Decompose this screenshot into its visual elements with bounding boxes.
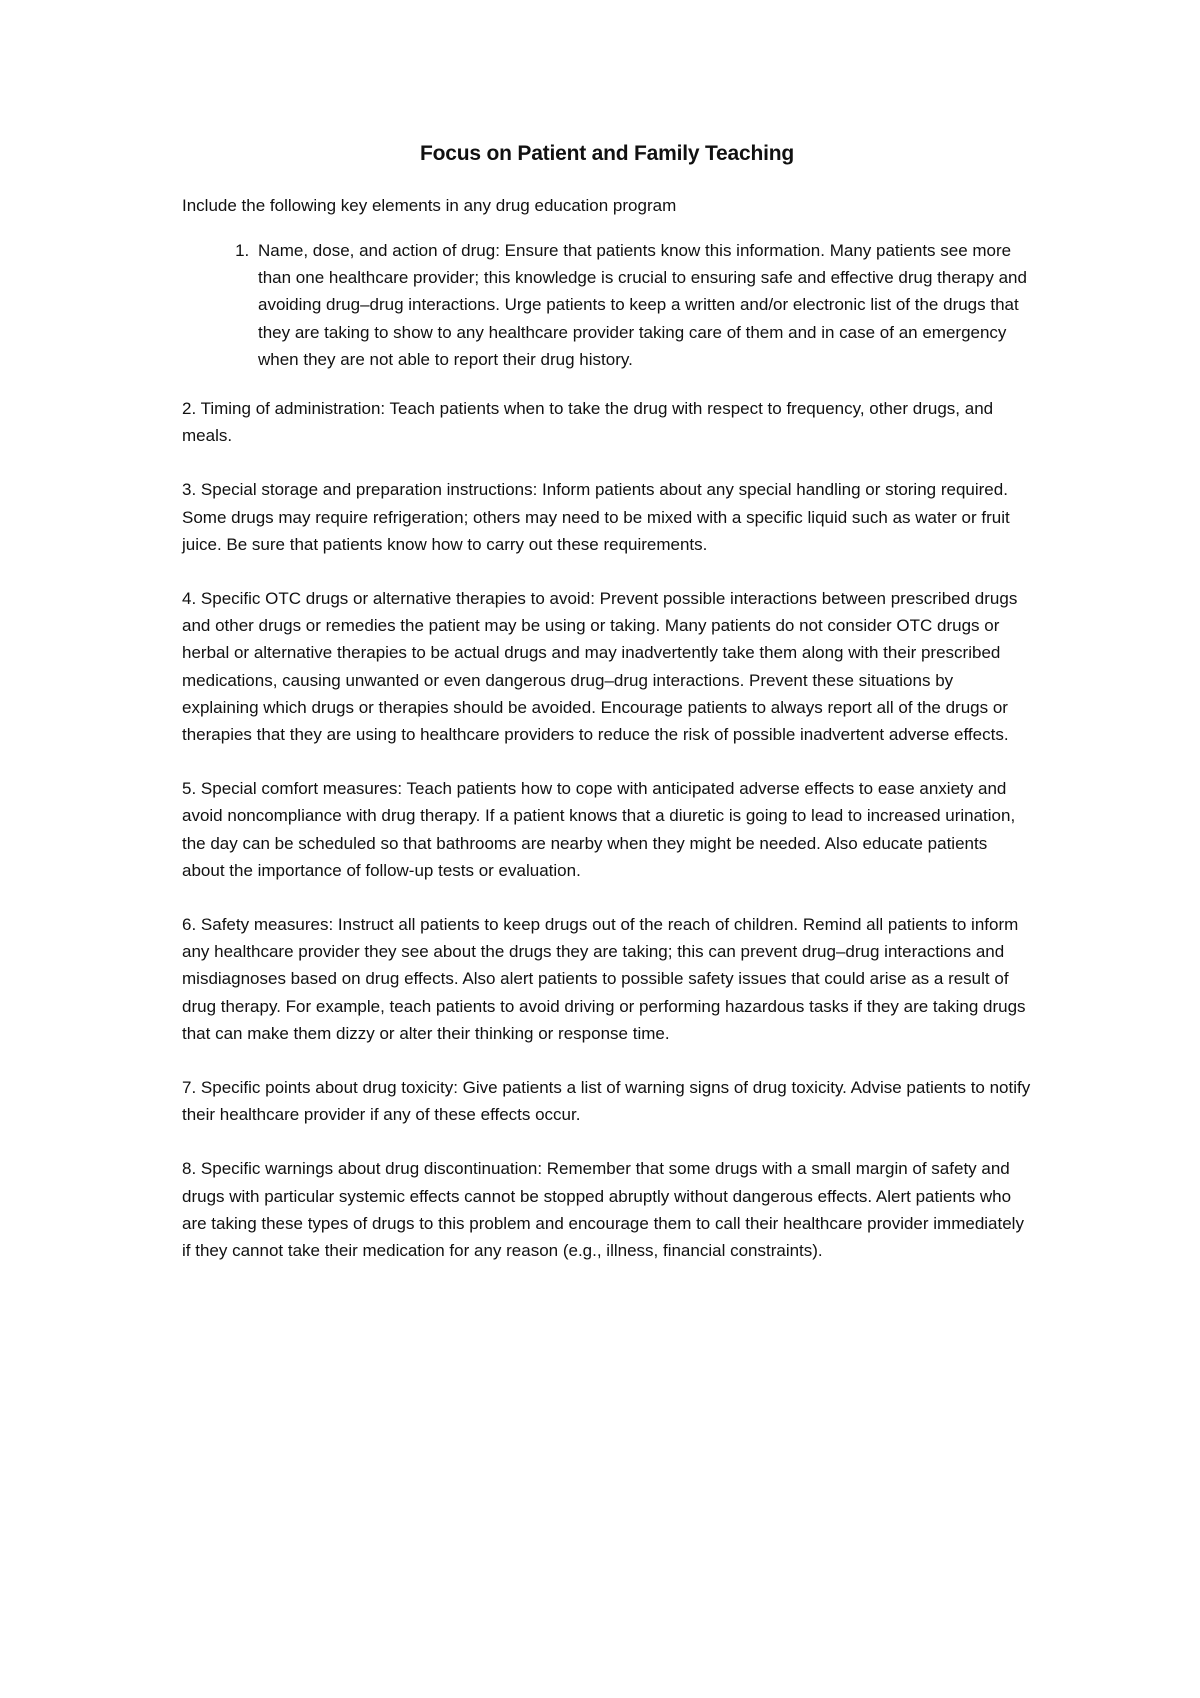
paragraph-storage: 3. Special storage and preparation instructions: Inform patients about any special handling or storing required. Some drugs may require refrigeration; others may need to be mixed with a specific liquid such as water or fruit juice. Be sure that patients know how to carry out these requirements. <box>182 480 1010 554</box>
paragraph-comfort: 5. Special comfort measures: Teach patients how to cope with anticipated adverse effects to ease anxiety and avoid noncompliance with drug therapy. If a patient knows that a diuretic is going to lead to increased urination, the day can be scheduled so that bathrooms are nearby when they might be needed. Also educate patients about the importance of follow-up tests or evaluation. <box>182 779 1016 880</box>
paragraph-discontinuation: 8. Specific warnings about drug discontinuation: Remember that some drugs with a small margin of safety and drugs with particular systemic effects cannot be stopped abruptly without dangerous effects. Alert patients who are taking these types of drugs to this problem and encourage them to call their healthcare provider immediately if they cannot take their medication for any reason (e.g., illness, financial constraints). <box>182 1159 1024 1261</box>
paragraph-safety: 6. Safety measures: Instruct all patients to keep drugs out of the reach of children. Remind all patients to inform any healthcare provider they see about the drugs they are taking; this can prevent drug–drug interactions and misdiagnoses based on drug effects. Also alert patients to possible safety issues that could arise as a result of drug therapy. For example, teach patients to avoid driving or performing hazardous tasks if they are taking drugs that can make them dizzy or alter their thinking or response time. <box>182 915 1026 1043</box>
paragraph-otc-drugs: 4. Specific OTC drugs or alternative therapies to avoid: Prevent possible interactions between prescribed drugs and other drugs or remedies the patient may be using or taking. Many patients do not consider OTC drugs or herbal or alternative therapies to be actual drugs and may inadvertently take them along with their prescribed medications, causing unwanted or even dangerous drug–drug interactions. Prevent these situations by explaining which drugs or therapies should be avoided. Encourage patients to always report all of the drugs or therapies that they are using to healthcare providers to reduce the risk of possible inadvertent adverse effects. <box>182 589 1018 745</box>
paragraph-toxicity: 7. Specific points about drug toxicity: Give patients a list of warning signs of drug toxicity. Advise patients to notify their healthcare provider if any of these effects occur. <box>182 1078 1031 1125</box>
document-title: Focus on Patient and Family Teaching <box>420 142 794 165</box>
intro-text: Include the following key elements in any drug education program <box>182 196 677 215</box>
document-page <box>182 140 1032 1291</box>
paragraph-timing: 2. Timing of administration: Teach patients when to take the drug with respect to frequency, other drugs, and meals. <box>182 399 994 446</box>
list-item: 1. Name, dose, and action of drug: Ensure that patients know this information. Many patients see more than one healthcare provider; this knowledge is crucial to ensuring safe and effective drug therapy and avoiding drug–drug interactions. Urge patients to keep a written and/or electronic list of the drugs that they are taking to show to any healthcare provider taking care of them and in case of an emergency when they are not able to report their drug history. <box>254 237 1032 373</box>
numbered-list <box>182 237 1032 373</box>
